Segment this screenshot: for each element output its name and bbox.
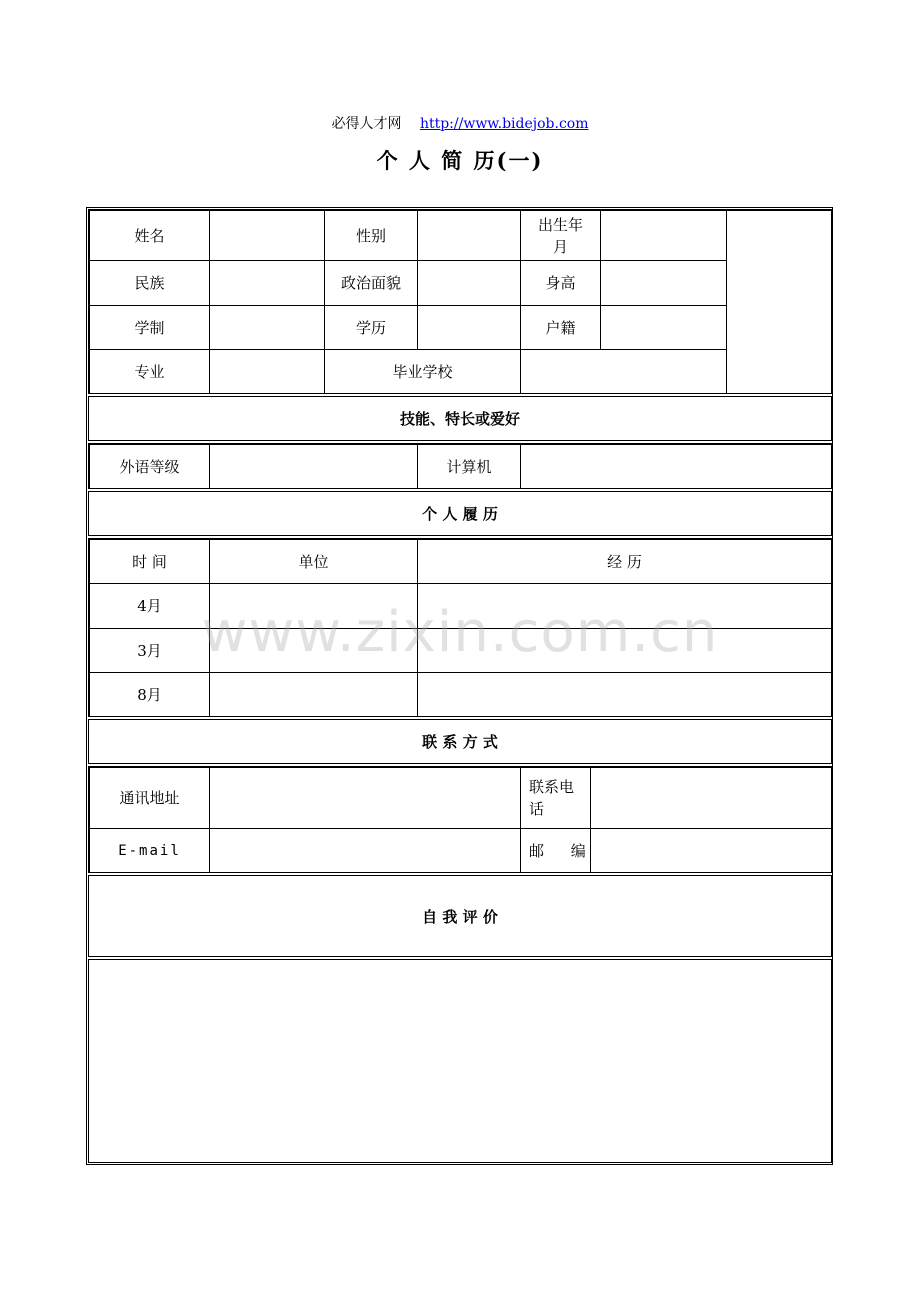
- history-section: [88, 538, 832, 717]
- basic-info-section: [88, 209, 832, 394]
- gender-value[interactable]: [417, 210, 521, 261]
- history-row-2-time: 3月: [89, 628, 210, 673]
- political-value[interactable]: [417, 260, 521, 306]
- schooling-value[interactable]: [209, 305, 325, 350]
- language-value[interactable]: [209, 444, 418, 489]
- site-link[interactable]: http://www.bidejob.com: [419, 116, 589, 132]
- phone-label: [520, 767, 591, 829]
- birth-value[interactable]: [600, 210, 727, 261]
- watermark: www.zixin.com.cn: [201, 600, 719, 665]
- skills-heading: 技能、特长或爱好: [88, 396, 832, 441]
- self-eval-content[interactable]: [88, 959, 832, 1163]
- history-row-1-time: 4月: [89, 583, 210, 629]
- history-col-unit: 单位: [209, 539, 418, 584]
- document-title: 个 人 简 历(一): [376, 148, 544, 173]
- height-value[interactable]: [600, 260, 727, 306]
- phone-value[interactable]: [590, 767, 832, 829]
- language-label: 外语等级: [89, 444, 210, 489]
- history-row-2-experience[interactable]: [417, 628, 832, 673]
- email-label: E-mail: [89, 828, 210, 873]
- birth-label: [520, 210, 601, 261]
- postcode-value[interactable]: [590, 828, 832, 873]
- skills-section: [88, 443, 832, 489]
- name-label: 姓名: [89, 210, 210, 261]
- birth-label-text: 出生年月: [537, 215, 583, 256]
- page-header: [0, 114, 920, 134]
- history-row-3-unit[interactable]: [209, 672, 418, 717]
- history-col-experience: 经 历: [417, 539, 832, 584]
- hukou-value[interactable]: [600, 305, 727, 350]
- hukou-label: 户籍: [520, 305, 601, 350]
- ethnicity-label: 民族: [89, 260, 210, 306]
- postcode-label: 邮 编: [520, 828, 591, 873]
- history-row-2-unit[interactable]: [209, 628, 418, 673]
- address-value[interactable]: [209, 767, 521, 829]
- major-value[interactable]: [209, 349, 325, 394]
- schooling-label: 学制: [89, 305, 210, 350]
- history-heading: 个 人 履 历: [88, 491, 832, 536]
- contact-heading: 联 系 方 式: [88, 719, 832, 764]
- history-row-3-time: 8月: [89, 672, 210, 717]
- self-eval-heading: 自 我 评 价: [88, 875, 832, 957]
- computer-value[interactable]: [520, 444, 832, 489]
- education-value[interactable]: [417, 305, 521, 350]
- photo-area[interactable]: [726, 210, 832, 394]
- history-row-3-experience[interactable]: [417, 672, 832, 717]
- height-label: 身高: [520, 260, 601, 306]
- gender-label: 性别: [324, 210, 418, 261]
- contact-section: [88, 766, 832, 873]
- address-label: 通讯地址: [89, 767, 210, 829]
- computer-label: 计算机: [417, 444, 521, 489]
- history-row-1-experience[interactable]: [417, 583, 832, 629]
- school-label: 毕业学校: [324, 349, 521, 394]
- ethnicity-value[interactable]: [209, 260, 325, 306]
- name-value[interactable]: [209, 210, 325, 261]
- phone-label-text: 联系电话: [529, 778, 575, 818]
- history-row-1-unit[interactable]: [209, 583, 418, 629]
- email-value[interactable]: [209, 828, 521, 873]
- major-label: 专业: [89, 349, 210, 394]
- political-label: 政治面貌: [324, 260, 418, 306]
- school-value[interactable]: [520, 349, 727, 394]
- site-name: 必得人才网: [331, 116, 402, 132]
- history-col-time: 时 间: [89, 539, 210, 584]
- education-label: 学历: [324, 305, 418, 350]
